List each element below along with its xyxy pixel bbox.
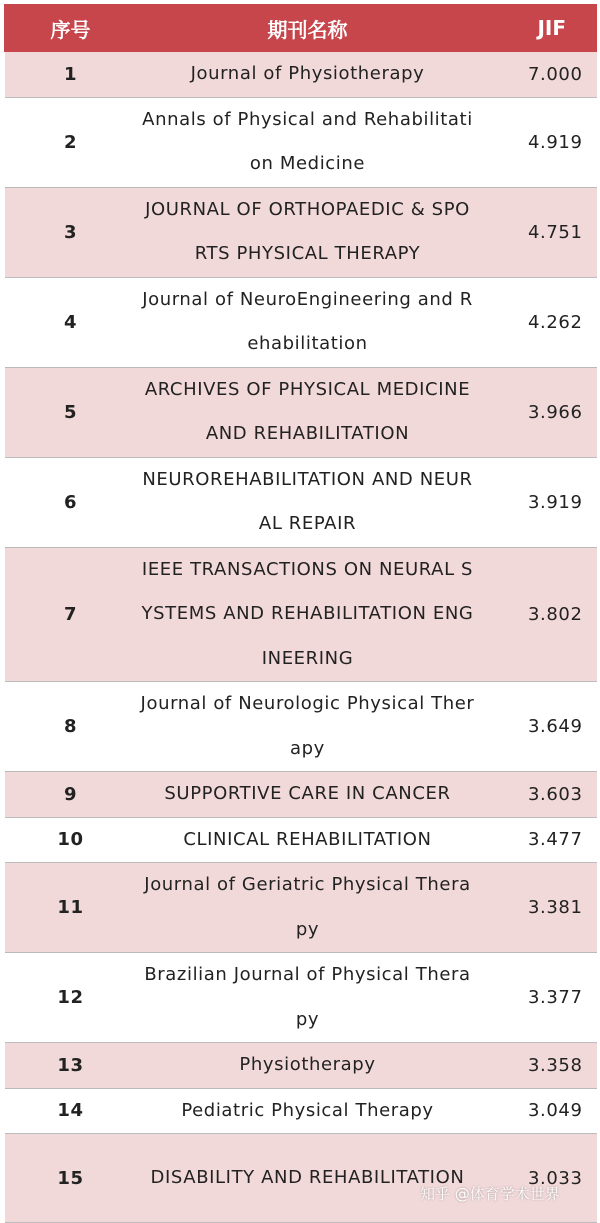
- table-row: [5, 97, 597, 187]
- journal-name: Journal of Physiotherapy: [137, 52, 479, 98]
- row-number: 15: [5, 1134, 137, 1223]
- row-number: 12: [5, 953, 137, 1043]
- journal-name: Journal of Neurologic Physical Therapy: [137, 682, 479, 772]
- row-number: 9: [5, 772, 137, 818]
- jif-value: 7.000: [479, 52, 597, 98]
- table-row: [5, 547, 597, 682]
- table-row: [5, 817, 597, 863]
- source-watermark: 知乎 @体育学术世界: [420, 1185, 560, 1203]
- table-row: [5, 863, 597, 953]
- jif-value: 3.477: [479, 817, 597, 863]
- row-number: 6: [5, 457, 137, 547]
- jif-value: 3.033: [479, 1134, 597, 1223]
- row-number: 8: [5, 682, 137, 772]
- journal-name: Journal of NeuroEngineering and Rehabilitation: [137, 277, 479, 367]
- row-number: 4: [5, 277, 137, 367]
- table-row: [5, 277, 597, 367]
- header-journal-name: 期刊名称: [137, 5, 479, 52]
- jif-value: 3.381: [479, 863, 597, 953]
- table-row: [5, 187, 597, 277]
- journal-name: JOURNAL OF ORTHOPAEDIC & SPORTS PHYSICAL THERAPY: [137, 187, 479, 277]
- table-row: [5, 953, 597, 1043]
- header-jif: JIF: [479, 5, 597, 52]
- table-row: [5, 682, 597, 772]
- journal-name: Journal of Geriatric Physical Therapy: [137, 863, 479, 953]
- row-number: 10: [5, 817, 137, 863]
- jif-value: 3.358: [479, 1043, 597, 1089]
- jif-value: 4.919: [479, 97, 597, 187]
- jif-value: 3.603: [479, 772, 597, 818]
- jif-value: 3.919: [479, 457, 597, 547]
- row-number: 7: [5, 547, 137, 682]
- row-number: 3: [5, 187, 137, 277]
- jif-value: 3.377: [479, 953, 597, 1043]
- row-number: 13: [5, 1043, 137, 1089]
- jif-value: 3.802: [479, 547, 597, 682]
- table-header-row: [5, 5, 597, 52]
- row-number: 2: [5, 97, 137, 187]
- table-row: [5, 1134, 597, 1223]
- table-row: [5, 457, 597, 547]
- row-number: 1: [5, 52, 137, 98]
- journal-name: Annals of Physical and Rehabilitation Medicine: [137, 97, 479, 187]
- row-number: 5: [5, 367, 137, 457]
- journal-name: CLINICAL REHABILITATION: [137, 817, 479, 863]
- journal-name: Physiotherapy: [137, 1043, 479, 1089]
- jif-value: 4.262: [479, 277, 597, 367]
- jif-value: 3.649: [479, 682, 597, 772]
- table-row: [5, 367, 597, 457]
- row-number: 14: [5, 1088, 137, 1134]
- table-row: [5, 1088, 597, 1134]
- table-row: [5, 772, 597, 818]
- journal-name: Brazilian Journal of Physical Therapy: [137, 953, 479, 1043]
- jif-value: 3.966: [479, 367, 597, 457]
- journal-name: IEEE TRANSACTIONS ON NEURAL SYSTEMS AND REHABILITATION ENGINEERING: [137, 547, 479, 682]
- journal-name: DISABILITY AND REHABILITATION: [137, 1134, 479, 1223]
- journal-name: SUPPORTIVE CARE IN CANCER: [137, 772, 479, 818]
- table-row: [5, 1043, 597, 1089]
- header-serial-number: 序号: [5, 5, 137, 52]
- table-row: [5, 52, 597, 98]
- journal-name: NEUROREHABILITATION AND NEURAL REPAIR: [137, 457, 479, 547]
- jif-value: 4.751: [479, 187, 597, 277]
- journal-impact-factor-table: [4, 4, 597, 1223]
- row-number: 11: [5, 863, 137, 953]
- journal-name: Pediatric Physical Therapy: [137, 1088, 479, 1134]
- jif-value: 3.049: [479, 1088, 597, 1134]
- journal-name: ARCHIVES OF PHYSICAL MEDICINE AND REHABILITATION: [137, 367, 479, 457]
